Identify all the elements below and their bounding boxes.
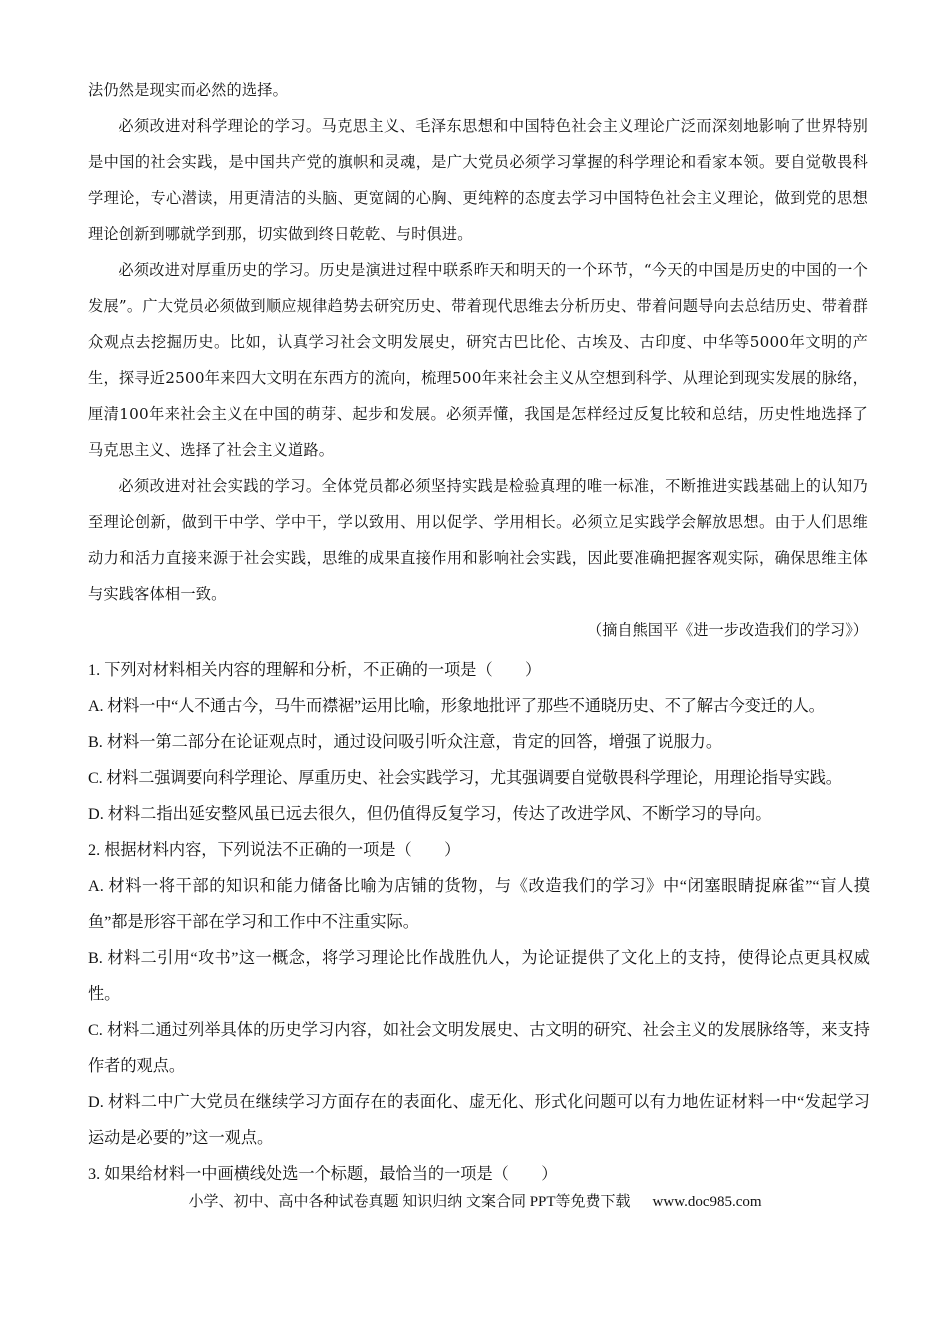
question-2-option-d: D. 材料二中广大党员在继续学习方面存在的表面化、虚无化、形式化问题可以有力地佐证材料一中“发起学习运动是必要的”这一观点。 — [88, 1093, 870, 1147]
page-footer — [0, 1189, 950, 1215]
question-2-option-c: C. 材料二通过列举具体的历史学习内容，如社会文明发展史、古文明的研究、社会主义的发展脉络等，来支持作者的观点。 — [88, 1021, 870, 1075]
question-1-option-b: B. 材料一第二部分在论证观点时，通过设问吸引听众注意，肯定的回答，增强了说服力。 — [88, 733, 723, 751]
question-list — [88, 652, 870, 1192]
question-2-option-b: B. 材料二引用“攻书”这一概念，将学习理论比作战胜仇人，为论证提供了文化上的支持，使得论点更具权威性。 — [88, 949, 870, 1003]
passage-lead: 法仍然是现实而必然的选择。 — [88, 81, 289, 99]
question-1-option-d: D. 材料二指出延安整风虽已远去很久，但仍值得反复学习，传达了改进学风、不断学习的导向。 — [88, 805, 772, 823]
reading-passage — [88, 72, 868, 648]
question-3-stem: 3. 如果给材料一中画横线处选一个标题，最恰当的一项是（ ） — [88, 1165, 558, 1183]
question-2-stem: 2. 根据材料内容，下列说法不正确的一项是（ ） — [88, 841, 461, 859]
passage-paragraph-history: 必须改进对厚重历史的学习。历史是演进过程中联系昨天和明天的一个环节，“今天的中国是历史的中国的一个发展”。广大党员必须做到顺应规律趋势去研究历史、带着现代思维去分析历史、带着问题导向去总结历史、带着群众观点去挖掘历史。比如，认真学习社会文明发展史，研究古巴比伦、古埃及、古印度、中华等5000年文明的产生，探寻近2500年来四大文明在东西方的流向，梳理500年来社会主义从空想到科学、从理论到现实发展的脉络，厘清100年来社会主义在中国的萌芽、起步和发展。必须弄懂，我国是怎样经过反复比较和总结，历史性地选择了马克思主义、选择了社会主义道路。 — [88, 261, 868, 459]
question-1-option-c: C. 材料二强调要向科学理论、厚重历史、社会实践学习，尤其强调要自觉敬畏科学理论，用理论指导实践。 — [88, 769, 842, 787]
passage-paragraph-practice: 必须改进对社会实践的学习。全体党员都必须坚持实践是检验真理的唯一标准，不断推进实践基础上的认知乃至理论创新，做到干中学、学中干，学以致用、用以促学、学用相长。必须立足实践学会解放思想。由于人们思维动力和活力直接来源于社会实践，思维的成果直接作用和影响社会实践，因此要准确把握客观实际，确保思维主体与实践客体相一致。 — [88, 477, 868, 603]
question-1-stem: 1. 下列对材料相关内容的理解和分析，不正确的一项是（ ） — [88, 661, 542, 679]
footer-text: 小学、初中、高中各种试卷真题 知识归纳 文案合同 PPT等免费下载 — [188, 1194, 631, 1210]
question-2-option-a: A. 材料一将干部的知识和能力储备比喻为店铺的货物，与《改造我们的学习》中“闭塞眼睛捉麻雀”“盲人摸鱼”都是形容干部在学习和工作中不注重实际。 — [88, 877, 870, 931]
question-1-option-a: A. 材料一中“人不通古今，马牛而襟裾”运用比喻，形象地批评了那些不通晓历史、不了解古今变迁的人。 — [88, 697, 825, 715]
passage-paragraph-theory: 必须改进对科学理论的学习。马克思主义、毛泽东思想和中国特色社会主义理论广泛而深刻地影响了世界特别是中国的社会实践，是中国共产党的旗帜和灵魂，是广大党员必须学习掌握的科学理论和看家本领。要自觉敬畏科学理论，专心潜读，用更清洁的头脑、更宽阔的心胸、更纯粹的态度去学习中国特色社会主义理论，做到党的思想理论创新到哪就学到那，切实做到终日乾乾、与时俱进。 — [88, 117, 868, 243]
footer-url[interactable]: www.doc985.com — [652, 1194, 762, 1210]
passage-source: （摘自熊国平《进一步改造我们的学习》） — [587, 621, 868, 639]
